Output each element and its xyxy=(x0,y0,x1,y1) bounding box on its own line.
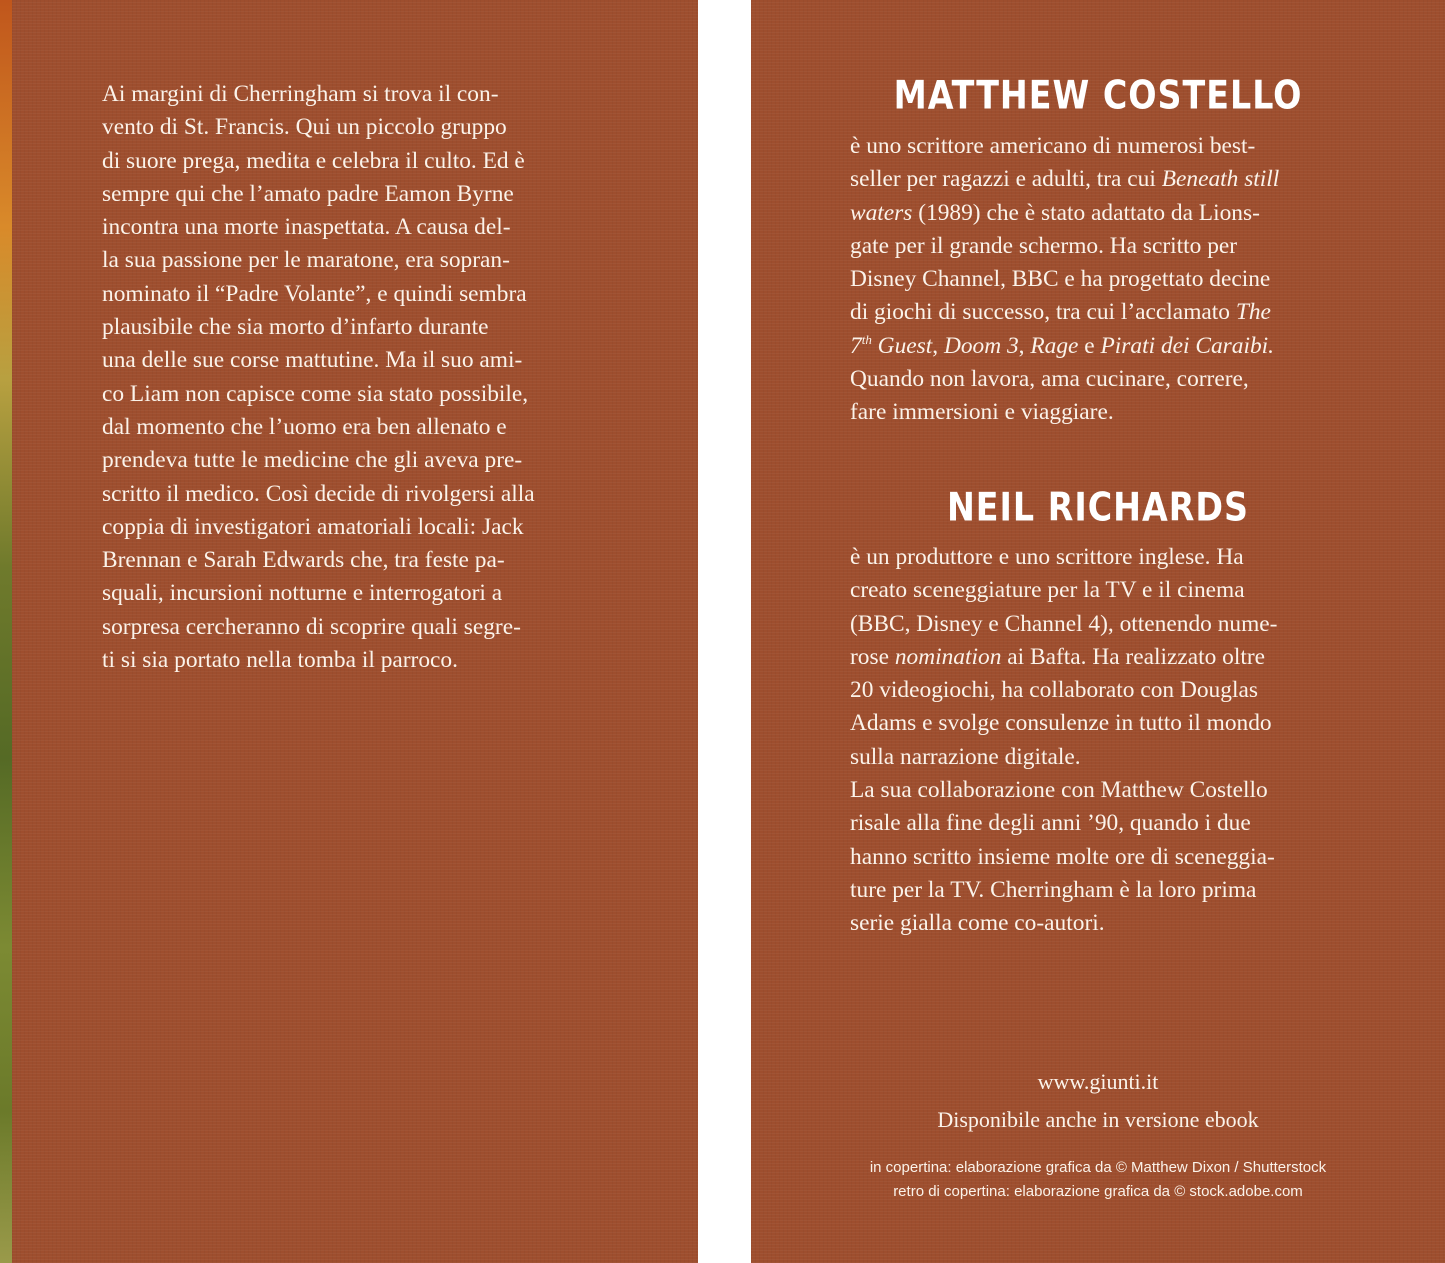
bio-text: e xyxy=(1078,332,1101,359)
bio-line: sulla narrazione digitale. xyxy=(850,743,1081,770)
bio-text: , xyxy=(1018,332,1031,359)
front-flap-panel xyxy=(751,0,1445,1263)
book-title-italic: Beneath still xyxy=(1161,166,1280,193)
blurb-line: incontra una morte inaspettata. A causa del- xyxy=(102,214,511,241)
game-title-italic: Rage xyxy=(1030,332,1079,359)
bio-line: hanno scritto insieme molte ore di sceneggia- xyxy=(850,843,1275,870)
bio-line: risale alla fine degli anni ’90, quando i due xyxy=(850,810,1251,837)
blurb-line: prendeva tutte le medicine che gli aveva pre- xyxy=(102,447,523,474)
bio-line: creato sceneggiature per la TV e il cinema xyxy=(850,577,1245,604)
blurb-line: Brennan e Sarah Edwards che, tra feste pa- xyxy=(102,547,505,574)
game-title-italic: Doom 3 xyxy=(943,332,1019,359)
blurb-line: una delle sue corse mattutine. Ma il suo ami- xyxy=(102,347,523,374)
italic-term: nomination xyxy=(894,643,1002,670)
game-title-italic: The xyxy=(1235,299,1271,326)
author-name-costello: MATTHEW COSTELLO xyxy=(893,72,1303,119)
blurb-line: plausibile che sia morto d’infarto durante xyxy=(102,314,489,341)
credit-back-cover: retro di copertina: elaborazione grafica da © stock.adobe.com xyxy=(893,1183,1303,1200)
bio-line: Quando non lavora, ama cucinare, correre, xyxy=(850,366,1249,393)
game-title-italic: 7th Guest xyxy=(850,331,933,359)
bio-line: 20 videogiochi, ha collaborato con Douglas xyxy=(850,677,1258,704)
ebook-note: Disponibile anche in versione ebook xyxy=(937,1107,1259,1132)
bio-line: è un produttore e uno scrittore inglese. Ha xyxy=(850,544,1244,570)
blurb-line: squali, incursioni notturne e interrogatori a xyxy=(102,580,503,607)
blurb-line: dal momento che l’uomo era ben allenato e xyxy=(102,413,507,440)
blurb-line: co Liam non capisce come sia stato possibile, xyxy=(102,380,529,407)
bio-text: , xyxy=(932,332,944,359)
bio-line: (BBC, Disney e Channel 4), ottenendo nume- xyxy=(850,610,1278,637)
publisher-website: www.giunti.it xyxy=(1037,1069,1159,1094)
bio-line: rose xyxy=(850,643,895,670)
blurb-line: scritto il medico. Così decide di rivolgersi alla xyxy=(102,480,535,507)
blurb-line: sorpresa cercheranno di scoprire quali segre- xyxy=(102,613,521,640)
blurb-line: vento di St. Francis. Qui un piccolo gruppo xyxy=(102,114,507,141)
bio-line: gate per il grande schermo. Ha scritto per xyxy=(850,232,1238,259)
bio-line: ture per la TV. Cherringham è la loro prima xyxy=(850,876,1257,903)
superscript: th xyxy=(861,331,872,347)
blurb-line: ti si sia portato nella tomba il parroco. xyxy=(102,647,458,674)
blurb-line: coppia di investigatori amatoriali locali: Jack xyxy=(102,513,524,540)
bio-line: seller per ragazzi e adulti, tra cui xyxy=(850,166,1162,193)
bio-line: è uno scrittore americano di numerosi best- xyxy=(850,133,1256,159)
back-cover-panel xyxy=(12,0,698,1263)
blurb-line: Ai margini di Cherringham si trova il con- xyxy=(102,81,499,107)
blurb-line: di suore prega, medita e celebra il culto. Ed è xyxy=(102,147,525,174)
bio-line: ai Bafta. Ha realizzato oltre xyxy=(1001,643,1266,670)
game-title-italic: Pirati dei Caraibi xyxy=(1100,332,1269,359)
image-credits xyxy=(751,1156,1445,1204)
bio-line: di giochi di successo, tra cui l’acclamato xyxy=(850,299,1236,326)
blurb-line: la sua passione per le maratone, era sopran- xyxy=(102,247,510,274)
author-name-richards: NEIL RICHARDS xyxy=(946,484,1250,531)
author-bio-richards xyxy=(850,541,1342,941)
book-title-italic: waters xyxy=(850,199,913,226)
book-blurb xyxy=(102,78,606,677)
author-bio-costello xyxy=(850,130,1342,430)
bio-line: Adams e svolge consulenze in tutto il mondo xyxy=(850,710,1272,737)
front-cover-edge xyxy=(0,0,12,1263)
bio-text: . xyxy=(1268,332,1275,359)
bio-line: Disney Channel, BBC e ha progettato decine xyxy=(850,266,1271,293)
blurb-line: nominato il “Padre Volante”, e quindi sembra xyxy=(102,280,527,307)
credit-front-cover: in copertina: elaborazione grafica da © Matthew Dixon / Shutterstock xyxy=(869,1159,1327,1176)
bio-line: fare immersioni e viaggiare. xyxy=(850,399,1114,426)
bio-line: (1989) che è stato adattato da Lions- xyxy=(912,199,1260,226)
blurb-line: sempre qui che l’amato padre Eamon Byrne xyxy=(102,180,514,207)
bio-line: serie gialla come co-autori. xyxy=(850,910,1105,937)
bio-line: La sua collaborazione con Matthew Costello xyxy=(850,777,1268,804)
